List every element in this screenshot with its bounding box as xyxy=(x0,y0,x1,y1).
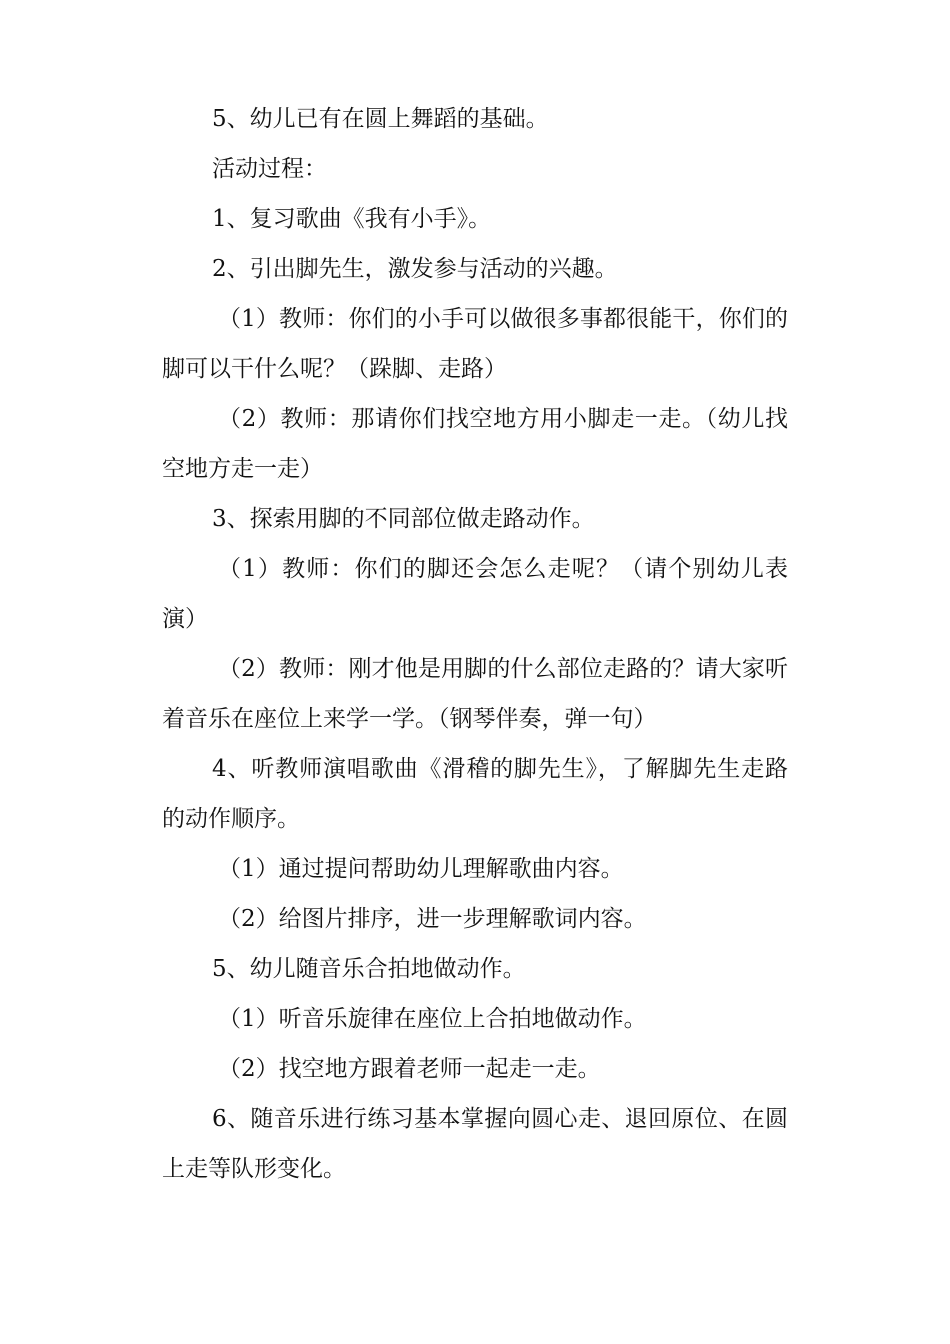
step-3-substep-2: （2）教师：刚才他是用脚的什么部位走路的？请大家听着音乐在座位上来学一学。（钢琴伴奏，弹一句） xyxy=(162,656,788,732)
step-3: 3、探索用脚的不同部位做走路动作。 xyxy=(212,506,595,532)
step-5: 5、幼儿随音乐合拍地做动作。 xyxy=(212,956,526,982)
step-4-substep-2: （2）给图片排序，进一步理解歌词内容。 xyxy=(218,906,647,932)
step-4-substep-1: （1）通过提问帮助幼儿理解歌曲内容。 xyxy=(218,856,624,882)
paragraph-prerequisite: 5、幼儿已有在圆上舞蹈的基础。 xyxy=(212,106,549,132)
step-6: 6、随音乐进行练习基本掌握向圆心走、退回原位、在圆上走等队形变化。 xyxy=(162,1106,788,1182)
section-heading-activity-process: 活动过程： xyxy=(212,156,327,182)
step-1: 1、复习歌曲《我有小手》。 xyxy=(212,206,492,232)
step-5-substep-2: （2）找空地方跟着老师一起走一走。 xyxy=(218,1056,601,1082)
document-body xyxy=(162,94,788,1194)
step-2-substep-2: （2）教师：那请你们找空地方用小脚走一走。（幼儿找空地方走一走） xyxy=(162,406,788,482)
step-4: 4、听教师演唱歌曲《滑稽的脚先生》，了解脚先生走路的动作顺序。 xyxy=(162,756,788,832)
step-5-substep-1: （1）听音乐旋律在座位上合拍地做动作。 xyxy=(218,1006,647,1032)
step-2-substep-1: （1）教师：你们的小手可以做很多事都很能干，你们的脚可以干什么呢？（跺脚、走路） xyxy=(162,306,788,382)
step-3-substep-1: （1）教师：你们的脚还会怎么走呢？（请个别幼儿表演） xyxy=(162,556,788,632)
step-2: 2、引出脚先生，激发参与活动的兴趣。 xyxy=(212,256,618,282)
